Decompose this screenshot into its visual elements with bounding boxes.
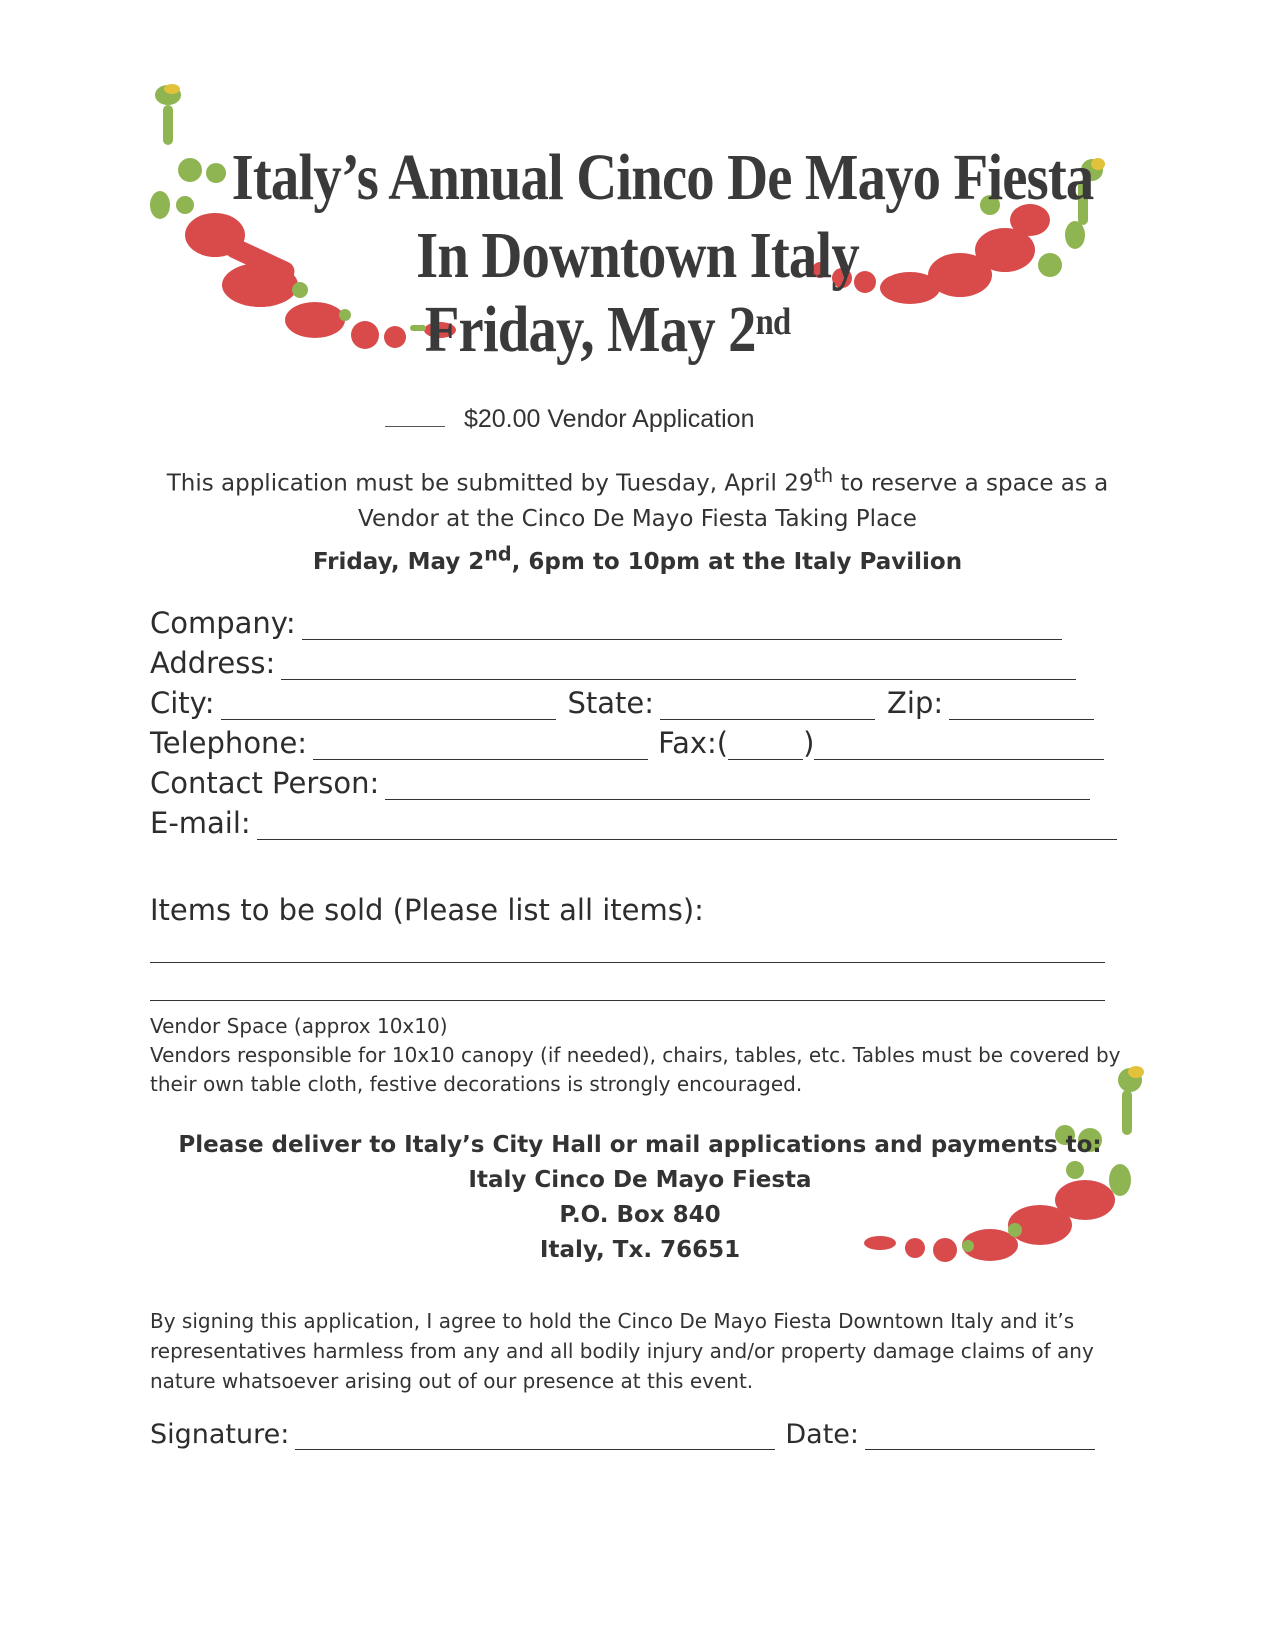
telephone-field[interactable]: [313, 729, 648, 760]
vendor-space-line-1: Vendor Space (approx 10x10): [150, 1014, 448, 1038]
date-label: Date:: [785, 1419, 859, 1450]
fax-field[interactable]: [814, 729, 1104, 760]
intro-line-2: Vendor at the Cinco De Mayo Fiesta Taking Place: [358, 505, 917, 532]
vendor-space-info: [150, 1012, 1130, 1099]
delivery-instructions: [150, 1128, 1130, 1268]
title-line-3-sup: nd: [755, 301, 791, 343]
contact-person-label: Contact Person:: [150, 766, 380, 800]
company-row: [150, 600, 1062, 640]
address-label: Address:: [150, 646, 276, 680]
address-row: [150, 640, 1076, 680]
intro-line-3-pre: Friday, May 2: [312, 549, 485, 576]
fax-label: Fax:(: [658, 726, 729, 760]
signature-label: Signature:: [150, 1419, 290, 1450]
fax-area-code-field[interactable]: [728, 729, 803, 760]
fee-line: [385, 405, 754, 434]
intro-line-3-post: , 6pm to 10pm at the Italy Pavilion: [511, 549, 963, 576]
date-field[interactable]: [865, 1421, 1095, 1450]
title-line-3: [59, 292, 1156, 368]
state-field[interactable]: [660, 689, 875, 720]
company-field[interactable]: [302, 609, 1062, 640]
signature-field[interactable]: [295, 1421, 775, 1450]
items-line-1[interactable]: [150, 962, 1105, 963]
fee-label: $20.00 Vendor Application: [463, 405, 755, 433]
intro-line-3: [130, 537, 1145, 581]
contact-row: [150, 760, 1090, 800]
items-to-be-sold-label: Items to be sold (Please list all items):: [150, 893, 704, 927]
liability-waiver: By signing this application, I agree to hold the Cinco De Mayo Fiesta Downtown Italy and it’s representatives harmless from any and all bodily injury and/or property damage claims of any nature whatsoever arising out of our presence at this event.: [150, 1309, 1094, 1393]
email-label: E-mail:: [150, 806, 251, 840]
title-line-3-text: Friday, May 2: [424, 293, 756, 366]
state-label: State:: [567, 686, 655, 720]
email-field[interactable]: [257, 809, 1117, 840]
title-line-2-text: In Downtown Italy: [416, 219, 859, 292]
title-line-1: [114, 140, 1211, 216]
signature-row: [150, 1410, 1095, 1450]
company-label: Company:: [150, 606, 296, 640]
telephone-fax-row: [150, 720, 1104, 760]
intro-line-3-sup: nd: [484, 542, 512, 566]
vendor-space-line-2: Vendors responsible for 10x10 canopy (if needed), chairs, tables, etc. Tables must be covered by their own table cloth, festive decorations is strongly encouraged.: [150, 1043, 1121, 1096]
city-label: City:: [150, 686, 215, 720]
intro-line-1-post: to reserve a space as a: [833, 470, 1109, 497]
intro-line-1-sup: th: [813, 464, 834, 487]
zip-label: Zip:: [887, 686, 944, 720]
intro-paragraph: [130, 458, 1145, 580]
contact-person-field[interactable]: [385, 769, 1090, 800]
city-state-zip-row: [150, 680, 1094, 720]
title-line-2: [89, 218, 1186, 294]
telephone-label: Telephone:: [150, 726, 308, 760]
delivery-line-4: Italy, Tx. 76651: [539, 1237, 741, 1263]
intro-line-1-pre: This application must be submitted by Tuesday, April 29: [166, 470, 814, 497]
city-field[interactable]: [221, 689, 556, 720]
title-line-1-text: Italy’s Annual Cinco De Mayo Fiesta: [231, 141, 1094, 214]
zip-field[interactable]: [949, 689, 1094, 720]
address-field[interactable]: [281, 649, 1076, 680]
delivery-line-2: Italy Cinco De Mayo Fiesta: [468, 1167, 812, 1193]
items-line-2[interactable]: [150, 1000, 1105, 1001]
delivery-line-3: P.O. Box 840: [559, 1202, 721, 1228]
delivery-line-1: Please deliver to Italy’s City Hall or mail applications and payments to:: [178, 1132, 1102, 1158]
email-row: [150, 800, 1117, 840]
intro-line-1: [130, 458, 1145, 502]
fee-checkbox-blank[interactable]: [385, 426, 445, 427]
fax-close-paren: ): [803, 726, 815, 760]
